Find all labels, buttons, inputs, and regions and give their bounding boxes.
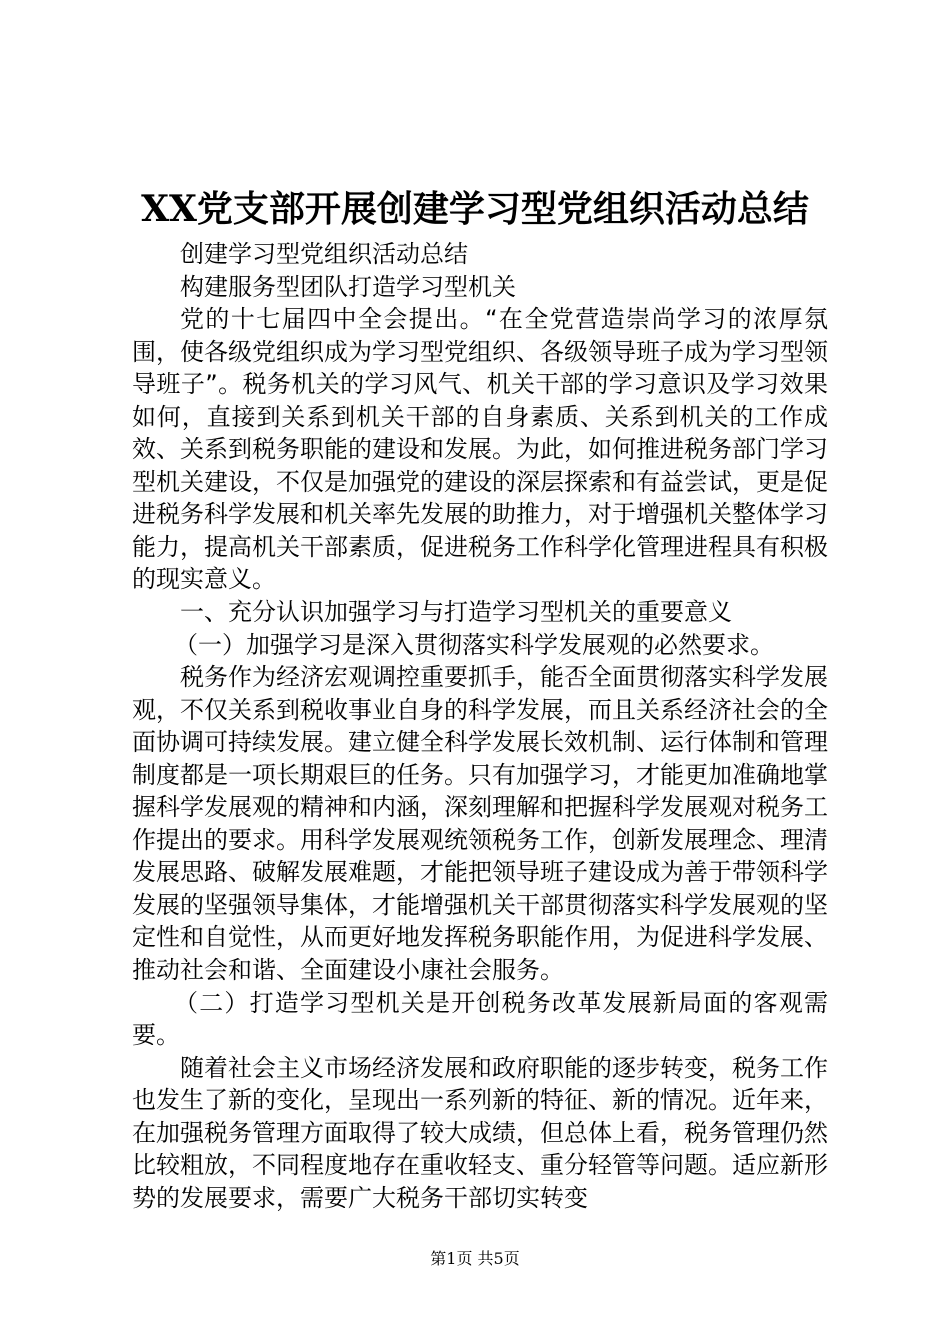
page-footer: 第1页 共5页 [430, 1249, 520, 1268]
subsection-heading-1: （一）加强学习是深入贯彻落实科学发展观的必然要求。 [174, 630, 774, 659]
paragraph-2: 随着社会主义市场经济发展和政府职能的逐步转变，税务工作也发生了新的变化，呈现出一系列新的特征、新的情况。近年来，在加强税务管理方面取得了较大成绩，但总体上看，税务管理仍然比较粗放，不同程度地存在重收轻支、重分轻管等问题。适应新形势的发展要求，需要广大税务干部切实转变 [132, 1053, 828, 1212]
subtitle-summary: 创建学习型党组织活动总结 [180, 240, 468, 268]
paragraph-1: 税务作为经济宏观调控重要抓手，能否全面贯彻落实科学发展观，不仅关系到税收事业自身的科学发展，而且关系经济社会的全面协调可持续发展。建立健全科学发展长效机制、运行体制和管理制度都是一项长期艰巨的任务。只有加强学习，才能更加准确地掌握科学发展观的精神和内涵，深刻理解和把握科学发展观对税务工作提出的要求。用科学发展观统领税务工作，创新发展理念、理清发展思路、破解发展难题，才能把领导班子建设成为善于带领科学发展的坚强领导集体，才能增强机关干部贯彻落实科学发展观的坚定性和自觉性，从而更好地发挥税务职能作用，为促进科学发展、推动社会和谐、全面建设小康社会服务。 [132, 663, 828, 985]
subtitle-slogan: 构建服务型团队打造学习型机关 [180, 272, 516, 301]
subsection-heading-2: （二）打造学习型机关是开创税务改革发展新局面的客观需要。 [132, 988, 828, 1050]
document-body [132, 238, 828, 1214]
section-heading-1: 一、充分认识加强学习与打造学习型机关的重要意义 [180, 598, 732, 627]
document-title: XX党支部开展创建学习型党组织活动总结 [141, 188, 809, 230]
paragraph-intro: 党的十七届四中全会提出。“在全党营造崇尚学习的浓厚氛围，使各级党组织成为学习型党组织、各级领导班子成为学习型领导班子”。税务机关的学习风气、机关干部的学习意识及学习效果如何，直接到关系到机关干部的自身素质、关系到机关的工作成效、关系到税务职能的建设和发展。为此，如何推进税务部门学习型机关建设，不仅是加强党的建设的深层探索和有益尝试，更是促进税务科学发展和机关率先发展的助推力，对于增强机关整体学习能力，提高机关干部素质，促进税务工作科学化管理进程具有积极的现实意义。 [132, 305, 828, 594]
